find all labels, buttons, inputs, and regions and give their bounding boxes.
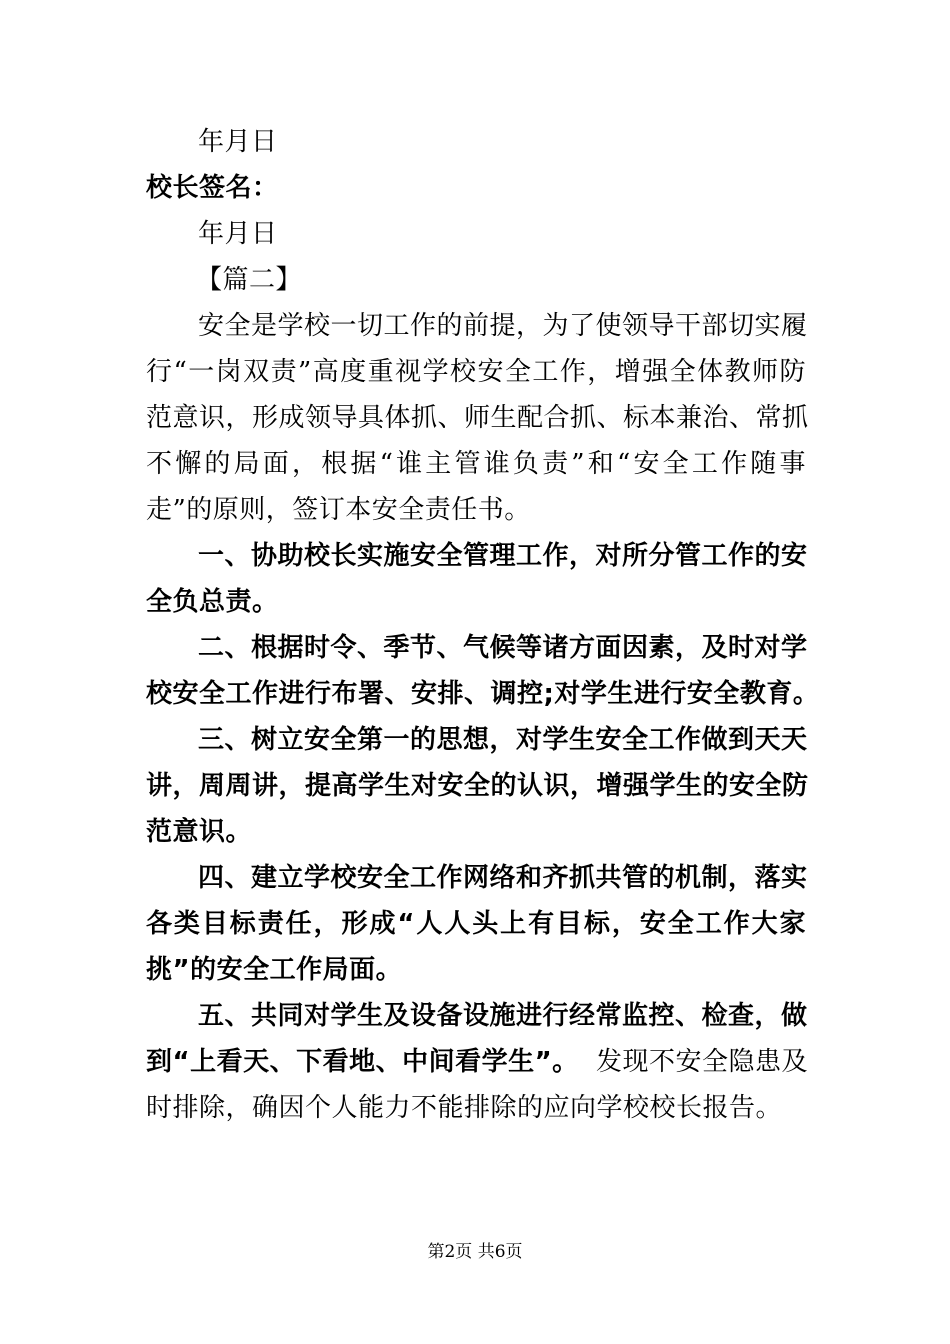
paragraph-line: 挑”的安全工作局面。 bbox=[146, 955, 403, 985]
page-indicator: 第2页 共6页 bbox=[427, 1242, 523, 1262]
paragraph-line: 走”的原则，签订本安全责任书。 bbox=[146, 495, 531, 525]
paragraph-line-bold-part: 到“上看天、下看地、中间看学生”。 bbox=[146, 1047, 579, 1077]
paragraph-line: 行“一岗双责”高度重视学校安全工作，增强全体教师防 bbox=[146, 357, 806, 387]
paragraph-line: 四、建立学校安全工作网络和齐抓共管的机制，落实 bbox=[198, 863, 808, 893]
paragraph-line: 全负总责。 bbox=[146, 587, 279, 617]
paragraph-line: 范意识。 bbox=[146, 817, 253, 847]
paragraph-line: 范意识，形成领导具体抓、师生配合抓、标本兼治、常抓 bbox=[146, 403, 809, 433]
paragraph-line: 各类目标责任，形成“人人头上有目标，安全工作大家 bbox=[146, 909, 806, 939]
paragraph-line: 二、根据时令、季节、气候等诸方面因素，及时对学 bbox=[198, 633, 808, 663]
paragraph-line: 一、协助校长实施安全管理工作，对所分管工作的安 bbox=[198, 541, 808, 571]
paragraph-line: 三、树立安全第一的思想，对学生安全工作做到天天 bbox=[198, 725, 808, 755]
principal-signature-label: 校长签名： bbox=[146, 173, 279, 203]
paragraph-line: 五、共同对学生及设备设施进行经常监控、检查，做 bbox=[198, 1001, 808, 1031]
paragraph-line: 不懈的局面，根据“谁主管谁负责”和“安全工作随事 bbox=[146, 449, 806, 479]
section-heading: 【篇二】 bbox=[196, 265, 303, 295]
paragraph-line: 时排除，确因个人能力不能排除的应向学校校长报告。 bbox=[146, 1093, 783, 1123]
paragraph-line: 安全是学校一切工作的前提，为了使领导干部切实履 bbox=[198, 311, 808, 341]
date-line: 年月日 bbox=[198, 219, 278, 249]
paragraph-line-regular-part: 发现不安全隐患及 bbox=[596, 1047, 809, 1077]
date-line: 年月日 bbox=[198, 127, 278, 157]
paragraph-line: 讲，周周讲，提高学生对安全的认识，增强学生的安全防 bbox=[146, 771, 809, 801]
paragraph-line: 校安全工作进行布署、安排、调控;对学生进行安全教育。 bbox=[146, 679, 820, 709]
